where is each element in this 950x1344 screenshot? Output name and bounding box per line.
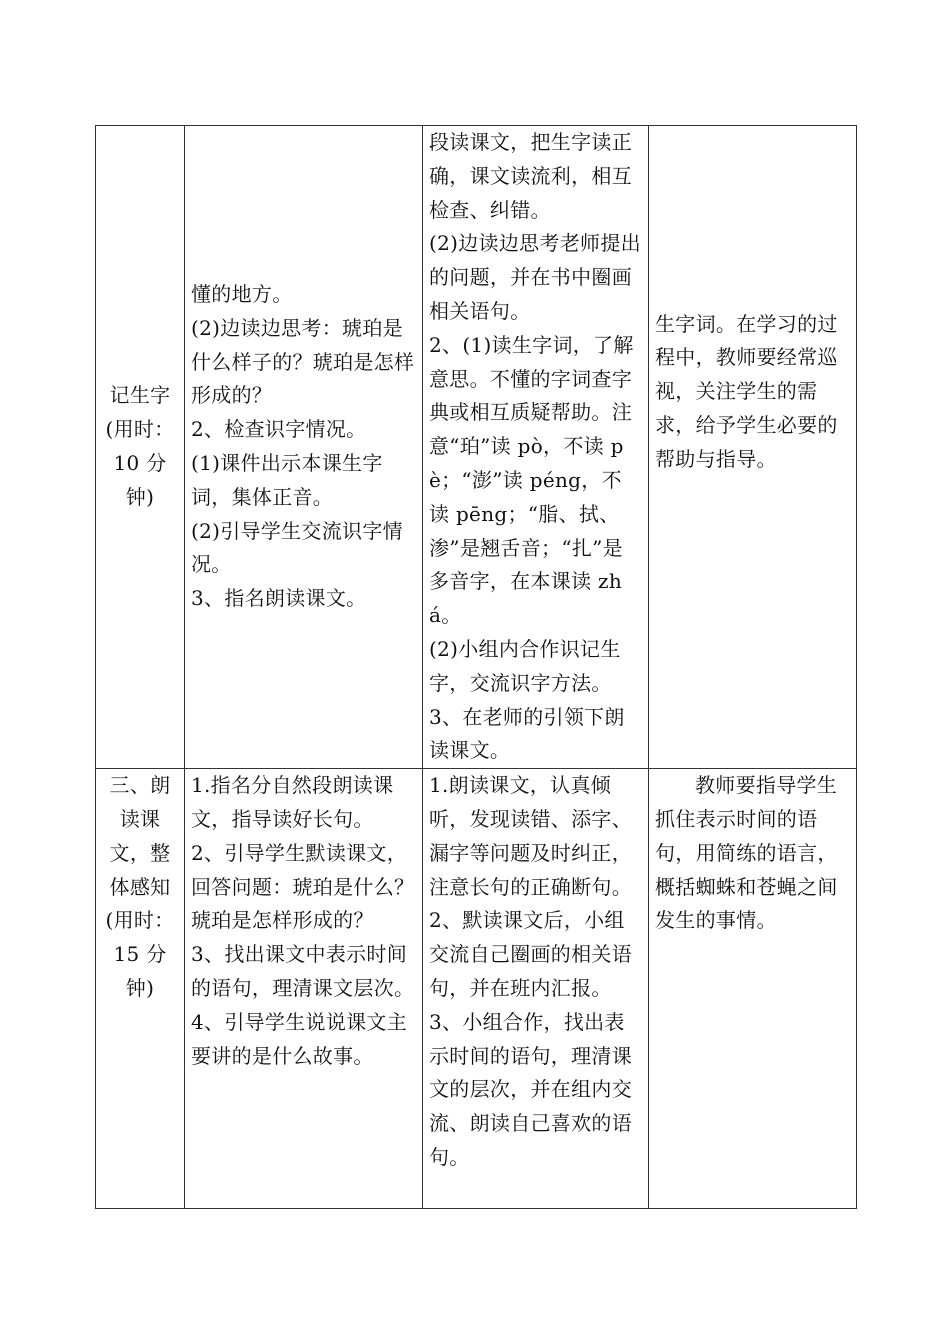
table-row: [96, 126, 857, 769]
teacher-item: 1.指名分自然段朗读课文，指导读好长句。: [191, 773, 394, 831]
teacher-item: (1)课件出示本课生字词，集体正音。: [191, 451, 383, 509]
stage-line: 10 分: [113, 451, 167, 476]
stage-line: 读课: [119, 806, 161, 831]
design-note: 生字词。在学习的过程中，教师要经常巡视，关注学生的需求，给予学生必要的帮助与指导。: [655, 311, 838, 471]
student-activity-cell: [423, 769, 649, 1209]
teacher-item: 4、引导学生说说课文主要讲的是什么故事。: [191, 1009, 408, 1068]
teacher-item: 3、找出课文中表示时间的语句，理清课文层次。: [191, 942, 415, 1000]
teacher-item: 2、检查识字情况。: [191, 417, 367, 442]
student-item: (2)小组内合作识记生字，交流识字方法。: [429, 636, 621, 695]
teacher-activity-cell: [185, 769, 423, 1209]
stage-cell: [96, 126, 185, 769]
student-item: 2、默读课文后，小组交流自己圈画的相关语句，并在班内汇报。: [429, 908, 632, 1000]
stage-line: 钟): [125, 975, 155, 1000]
stage-line: 15 分: [113, 942, 167, 967]
stage-line: 钟): [125, 484, 155, 509]
teacher-item: (2)边读边思考：琥珀是什么样子的？琥珀是怎样形成的？: [191, 315, 415, 408]
teacher-item: 2、引导学生默读课文，回答问题：琥珀是什么？琥珀是怎样形成的？: [191, 840, 415, 933]
student-activity-cell: [423, 126, 649, 769]
stage-cell: [96, 769, 185, 1209]
stage-line: 体感知: [109, 874, 171, 899]
student-item: 1.朗读课文，认真倾听，发现读错、添字、漏字等问题及时纠正，注意长句的正确断句。: [429, 773, 632, 899]
teacher-item: (2)引导学生交流识字情况。: [191, 518, 403, 577]
stage-line: 三、朗: [109, 773, 171, 798]
teacher-activity-cell: [185, 126, 423, 769]
table-row: [96, 769, 857, 1209]
student-item: 段读课文，把生字读正确，课文读流利，相互检查、纠错。: [429, 130, 632, 222]
stage-line: (用时：: [105, 908, 175, 933]
lesson-plan-table: [95, 125, 857, 1209]
student-item: 3、在老师的引领下朗读课文。: [429, 704, 625, 763]
stage-line: (用时：: [105, 417, 175, 442]
student-item: 2、(1)读生字词，了解意思。不懂的字词查字典或相互质疑帮助。注意“珀”读 pò，不读 pè；“澎”读 péng，不读 pēng；“脂、拭、渗”是翘舌音；“扎”是多音字，在本课读 zhá。: [429, 332, 634, 628]
stage-line: 记生字: [109, 383, 171, 408]
student-item: (2)边读边思考老师提出的问题，并在书中圈画相关语句。: [429, 231, 641, 323]
design-note-cell: [649, 769, 857, 1209]
design-note: 教师要指导学生抓住表示时间的语句，用简练的语言，概括蜘蛛和苍蝇之间发生的事情。: [655, 773, 838, 933]
design-note-cell: [649, 126, 857, 769]
student-item: 3、小组合作，找出表示时间的语句，理清课文的层次，并在组内交流、朗读自己喜欢的语句。: [429, 1009, 632, 1169]
teacher-item: 3、指名朗读课文。: [191, 586, 367, 611]
stage-line: 文，整: [109, 840, 171, 865]
teacher-item: 懂的地方。: [191, 282, 293, 307]
